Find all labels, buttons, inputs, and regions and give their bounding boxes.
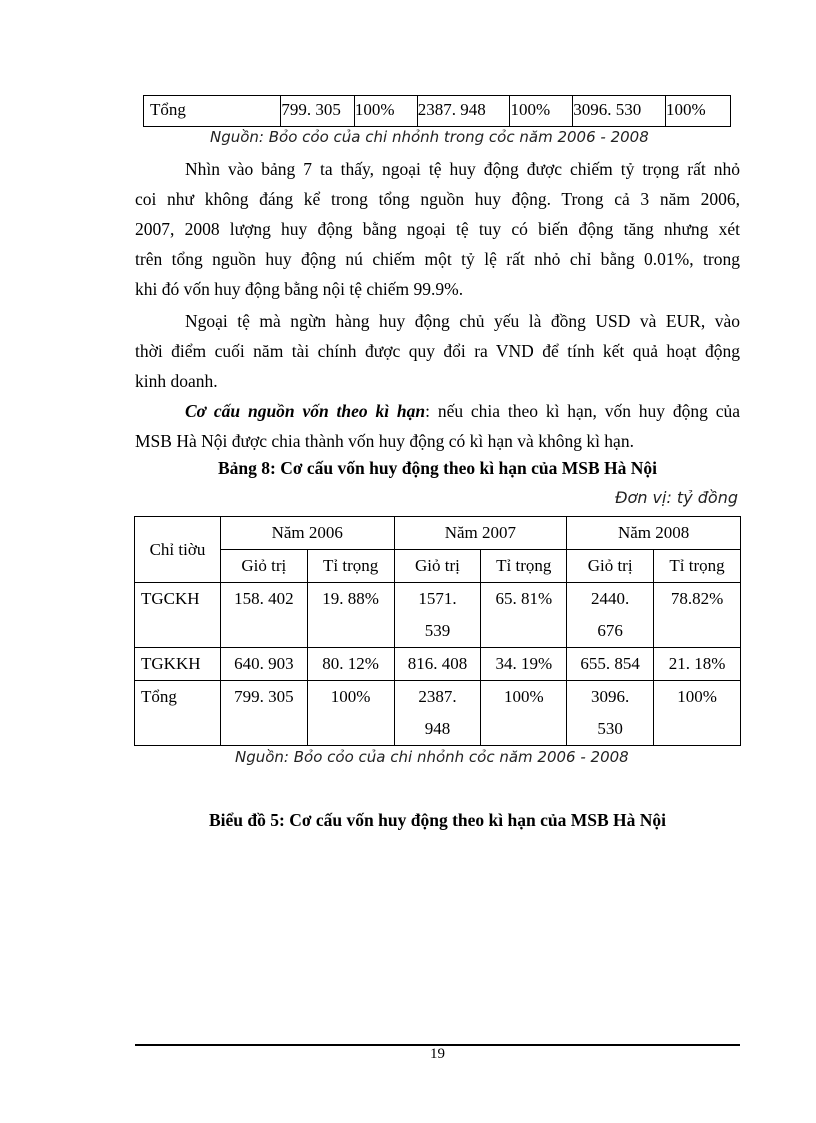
- top-table: [143, 95, 731, 127]
- cell-line: 676: [597, 621, 623, 640]
- text-line: Ngoại tệ mà ngừn hàng huy động chủ yếu là đồng USD và EUR, vào: [185, 311, 740, 331]
- table-cell: 799. 305: [220, 681, 307, 746]
- table-row: [135, 681, 741, 746]
- cell-line: 2440.: [591, 589, 630, 608]
- cell-line: 539: [424, 621, 451, 640]
- table-subheader-row: [135, 550, 741, 583]
- source-note-2: Nguồn: Bỏo cỏo của chi nhỏnh cỏc năm 2006 - 2008: [235, 748, 629, 766]
- table-cell: 100%: [654, 681, 741, 746]
- unit-label: Đơn vị: tỷ đồng: [615, 488, 738, 507]
- table-cell: 21. 18%: [654, 648, 741, 681]
- row-label: TGCKH: [135, 583, 221, 648]
- row-label: TGKKH: [135, 648, 221, 681]
- table-cell: 100%: [481, 681, 567, 746]
- header-year: Năm 2008: [567, 517, 741, 550]
- cell-line: 2387.: [418, 687, 457, 706]
- table-cell: [394, 681, 481, 746]
- cell-line: 948: [424, 719, 451, 738]
- cell-line: 3096.: [591, 687, 630, 706]
- main-table: [134, 516, 741, 746]
- chart-title: Biểu đồ 5: Cơ cấu vốn huy động theo kì hạn của MSB Hà Nội: [208, 810, 666, 830]
- subheader-ratio: Tỉ trọng: [654, 550, 741, 583]
- header-year: Năm 2007: [394, 517, 567, 550]
- text-line: khi đó vốn huy động bằng nội tệ chiếm 99.9%.: [135, 279, 464, 299]
- text-line: coi như không đáng kể trong tổng nguồn huy động. Trong cả 3 năm 2006,: [135, 189, 740, 209]
- paragraph-2: [135, 306, 740, 396]
- source-note-1: Nguồn: Bỏo cỏo của chi nhỏnh trong cỏc năm 2006 - 2008: [210, 128, 649, 146]
- subheader-value: Giỏ trị: [220, 550, 307, 583]
- table-cell: 3096. 530: [573, 96, 666, 127]
- paragraph-3: [135, 396, 740, 456]
- text-fragment: : nếu chia theo kì hạn, vốn huy động của: [425, 401, 740, 421]
- subheader-ratio: Tỉ trọng: [307, 550, 394, 583]
- table-cell: 816. 408: [394, 648, 481, 681]
- table-cell: 100%: [510, 96, 573, 127]
- table-cell: 2387. 948: [417, 96, 510, 127]
- table-cell: 100%: [665, 96, 730, 127]
- table-cell: 19. 88%: [307, 583, 394, 648]
- table-row: [135, 583, 741, 648]
- table-title: Bảng 8: Cơ cấu vốn huy động theo kì hạn của MSB Hà Nội: [217, 458, 658, 478]
- table-cell: [567, 583, 654, 648]
- table-cell: 65. 81%: [481, 583, 567, 648]
- table-row: [144, 96, 731, 127]
- table-cell: 799. 305: [281, 96, 355, 127]
- text-line: [135, 396, 740, 426]
- table-header-row: [135, 517, 741, 550]
- page-number: 19: [430, 1046, 445, 1062]
- table-cell: 100%: [307, 681, 394, 746]
- emphasis-text: Cơ cấu nguồn vốn theo kì hạn: [185, 401, 426, 421]
- text-line: trên tổng nguồn huy động nú chiếm một tỷ lệ rất nhỏ chỉ bằng 0.01%, trong: [135, 249, 740, 269]
- table-cell: Tổng: [144, 96, 281, 127]
- text-line: 2007, 2008 lượng huy động bằng ngoại tệ tuy có biến động tăng nhưng xét: [135, 219, 740, 239]
- table-cell: 34. 19%: [481, 648, 567, 681]
- subheader-value: Giỏ trị: [567, 550, 654, 583]
- header-year: Năm 2006: [220, 517, 394, 550]
- text-line: kinh doanh.: [135, 371, 218, 391]
- header-indicator: Chỉ tiờu: [135, 517, 221, 583]
- table-cell: [394, 583, 481, 648]
- table-cell: 80. 12%: [307, 648, 394, 681]
- table-cell: 655. 854: [567, 648, 654, 681]
- row-label: Tổng: [135, 681, 221, 746]
- text-line: thời điểm cuối năm tài chính được quy đổi ra VND để tính kết quả hoạt động: [135, 341, 740, 361]
- table-cell: 78.82%: [654, 583, 741, 648]
- text-line: MSB Hà Nội được chia thành vốn huy động có kì hạn và không kì hạn.: [135, 431, 634, 451]
- table-cell: [567, 681, 654, 746]
- table-cell: 100%: [354, 96, 417, 127]
- cell-line: 530: [597, 719, 623, 738]
- cell-line: 1571.: [418, 589, 457, 608]
- table-row: [135, 648, 741, 681]
- table-cell: 158. 402: [220, 583, 307, 648]
- paragraph-1: [135, 154, 740, 304]
- subheader-ratio: Tỉ trọng: [481, 550, 567, 583]
- text-line: Nhìn vào bảng 7 ta thấy, ngoại tệ huy động được chiếm tỷ trọng rất nhỏ: [185, 159, 740, 179]
- table-cell: 640. 903: [220, 648, 307, 681]
- subheader-value: Giỏ trị: [394, 550, 481, 583]
